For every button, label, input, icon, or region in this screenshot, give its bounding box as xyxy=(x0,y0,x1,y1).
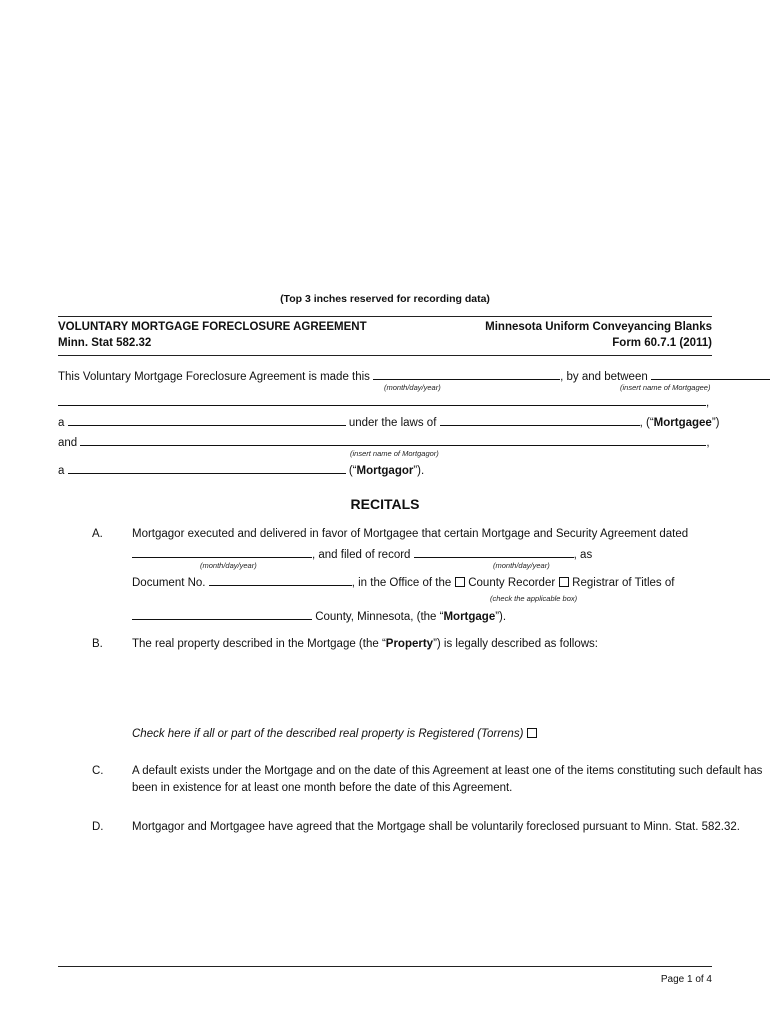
recital-b-text: The real property described in the Mortgage (the “Property”) is legally described as follows: xyxy=(132,638,598,650)
registrar-label: Registrar of Titles of xyxy=(572,577,675,589)
mortgagee-name-field-2[interactable] xyxy=(58,394,706,406)
torrens-check-line xyxy=(132,728,540,740)
recital-a-line-2: , and filed of record , as xyxy=(132,546,592,561)
county-recorder-checkbox[interactable] xyxy=(455,577,465,587)
recital-b-letter: B. xyxy=(92,638,103,650)
recitals-heading: RECITALS xyxy=(350,496,420,512)
form-number: Form 60.7.1 (2011) xyxy=(612,337,712,349)
header-top-rule xyxy=(58,316,712,317)
intro-line-1 xyxy=(58,368,770,383)
recording-date-field[interactable] xyxy=(414,546,574,558)
recital-d-letter: D. xyxy=(92,821,104,833)
mortgagee-term: Mortgagee xyxy=(653,417,712,429)
header-bottom-rule xyxy=(58,355,712,356)
document-number-field[interactable] xyxy=(209,574,352,586)
mortgagor-entity-line: a (“Mortgagor”). xyxy=(58,462,424,477)
torrens-label: Check here if all or part of the described real property is Registered (Torrens) xyxy=(132,728,524,740)
recital-d-text: Mortgagor and Mortgagee have agreed that the Mortgage shall be voluntarily foreclosed pursuant to Minn. Stat. 582.32. xyxy=(132,821,740,833)
mortgagor-name-field[interactable] xyxy=(80,434,706,446)
county-name-field[interactable] xyxy=(132,608,312,620)
document-no-label: Document No. xyxy=(132,577,206,589)
recital-c-letter: C. xyxy=(92,765,104,777)
county-recorder-label: County Recorder xyxy=(468,577,556,589)
mortgagee-entity-type-field[interactable] xyxy=(68,414,346,426)
mortgagor-term: Mortgagor xyxy=(356,465,414,477)
intro-text: This Voluntary Mortgage Foreclosure Agreement is made this xyxy=(58,371,370,383)
recital-c-line-2: been in existence for at least one month before the date of this Agreement. xyxy=(132,782,513,794)
mortgagee-name-field[interactable] xyxy=(651,368,770,380)
page-number: Page 1 of 4 xyxy=(660,974,712,985)
a-label-2: a xyxy=(58,465,65,477)
publisher-name: Minnesota Uniform Conveyancing Blanks xyxy=(485,321,712,333)
recital-a-letter: A. xyxy=(92,528,103,540)
footer-rule xyxy=(58,966,712,967)
mortgagor-name-hint: (insert name of Mortgagor) xyxy=(350,449,439,458)
torrens-checkbox[interactable] xyxy=(527,728,537,738)
check-applicable-hint: (check the applicable box) xyxy=(490,594,578,603)
mortgagor-name-line: and , xyxy=(58,434,710,449)
mortgage-date-hint: (month/day/year) xyxy=(200,561,257,570)
mortgagee-name-hint: (insert name of Mortgagee) xyxy=(620,383,711,392)
agreement-date-field[interactable] xyxy=(373,368,560,380)
and-label: and xyxy=(58,437,78,449)
intro-by-and-between: , by and between xyxy=(560,371,648,383)
mortgagee-name-continuation: , xyxy=(58,394,709,409)
statute-reference: Minn. Stat 582.32 xyxy=(58,337,152,349)
mortgagee-entity-line: a under the laws of , (“Mortgagee”) xyxy=(58,414,720,429)
form-title: VOLUNTARY MORTGAGE FORECLOSURE AGREEMENT xyxy=(58,321,367,333)
recording-date-hint: (month/day/year) xyxy=(493,561,550,570)
mortgage-term: Mortgage xyxy=(443,611,496,623)
mortgagor-entity-type-field[interactable] xyxy=(68,462,346,474)
a-label: a xyxy=(58,417,65,429)
recording-reserved-note: (Top 3 inches reserved for recording data) xyxy=(280,293,490,305)
agreement-date-hint: (month/day/year) xyxy=(384,383,441,392)
property-term: Property xyxy=(385,638,434,650)
registrar-checkbox[interactable] xyxy=(559,577,569,587)
recital-c-line-1: A default exists under the Mortgage and on the date of this Agreement at least one of the items constituting such default has xyxy=(132,765,763,777)
mortgage-date-field[interactable] xyxy=(132,546,312,558)
mortgagee-state-field[interactable] xyxy=(440,414,640,426)
under-laws-label: under the laws of xyxy=(348,417,437,429)
recital-a-line-3: Document No. , in the Office of the County Recorder Registrar of Titles of xyxy=(132,574,674,589)
recital-a-line-1: Mortgagor executed and delivered in favor of Mortgagee that certain Mortgage and Security Agreement dated xyxy=(132,528,689,540)
recital-a-line-4: County, Minnesota, (the “Mortgage”). xyxy=(132,608,506,623)
